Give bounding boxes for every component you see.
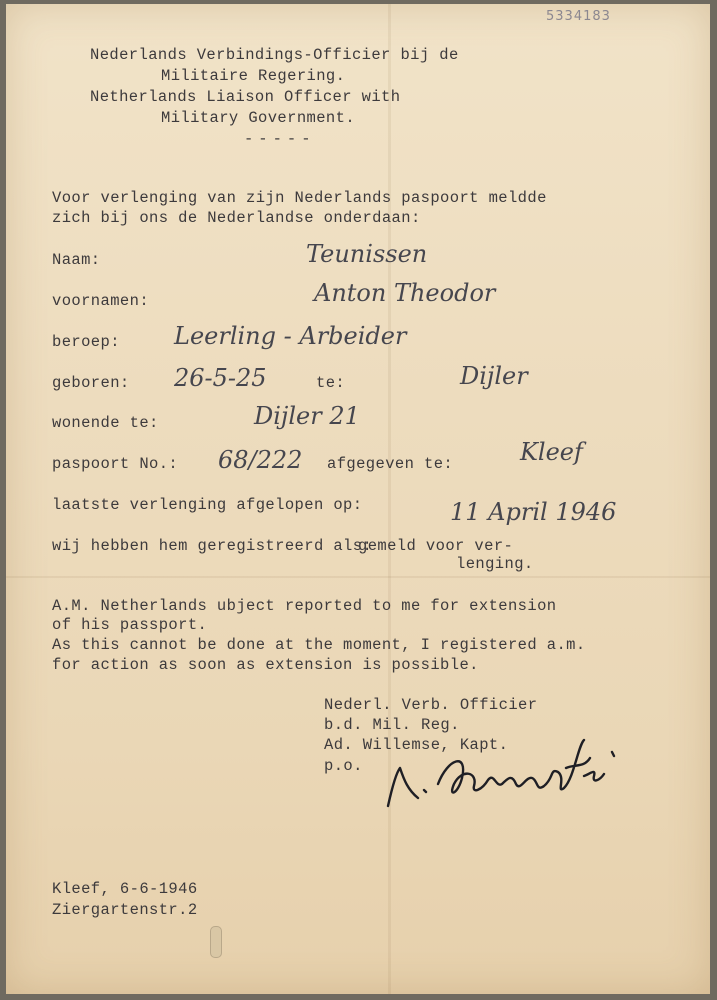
english-line-4: for action as soon as extension is possible.	[52, 656, 479, 674]
english-line-3: As this cannot be done at the moment, I registered a.m.	[52, 636, 586, 654]
registered-value-line-2: lenging.	[456, 555, 534, 573]
registered-value-line-1: gemeld voor ver-	[358, 537, 514, 555]
naam-label: Naam:	[52, 251, 101, 269]
verlenging-label: laatste verlenging afgelopen op:	[52, 496, 363, 514]
header-line-2: Militaire Regering.	[161, 67, 346, 85]
geboren-value: 26-5-25	[174, 364, 267, 392]
header-line-4: Military Government.	[161, 109, 356, 127]
footer-place-date: Kleef, 6-6-1946	[52, 880, 198, 898]
header-rule: -----	[244, 130, 316, 148]
paper-fold-horizontal	[6, 576, 710, 578]
registered-label: wij hebben hem geregistreerd als:	[52, 537, 373, 555]
paspoort-value: 68/222	[218, 446, 303, 474]
naam-value: Teunissen	[306, 240, 428, 268]
signature-line-3: Ad. Willemse, Kapt.	[324, 736, 509, 754]
intro-line-2: zich bij ons de Nederlandse onderdaan:	[52, 209, 421, 227]
afgegeven-value: Kleef	[520, 438, 583, 466]
footer-address: Ziergartenstr.2	[52, 901, 198, 919]
paspoort-label: paspoort No.:	[52, 455, 179, 473]
document-sheet	[6, 4, 710, 994]
paper-fold-vertical	[388, 4, 391, 994]
geboren-te-value: Dijler	[460, 362, 528, 390]
voornamen-value: Anton Theodor	[314, 279, 496, 307]
wonende-label: wonende te:	[52, 414, 159, 432]
english-line-2: of his passport.	[52, 616, 208, 634]
header-line-3: Netherlands Liaison Officer with	[90, 88, 401, 106]
intro-line-1: Voor verlenging van zijn Nederlands paspoort meldde	[52, 189, 547, 207]
signature-line-1: Nederl. Verb. Officier	[324, 696, 538, 714]
punch-hole	[210, 926, 222, 958]
archive-number: 5334183	[546, 9, 611, 24]
header-line-1: Nederlands Verbindings-Officier bij de	[90, 46, 459, 64]
afgegeven-label: afgegeven te:	[327, 455, 454, 473]
beroep-label: beroep:	[52, 333, 120, 351]
wonende-value: Dijler 21	[254, 402, 360, 430]
voornamen-label: voornamen:	[52, 292, 150, 310]
beroep-value: Leerling - Arbeider	[174, 322, 407, 350]
geboren-te-label: te:	[316, 374, 346, 392]
verlenging-value: 11 April 1946	[450, 498, 617, 526]
geboren-label: geboren:	[52, 374, 130, 392]
signature-line-2: b.d. Mil. Reg.	[324, 716, 460, 734]
handwritten-signature	[378, 728, 638, 818]
signature-line-4: p.o.	[324, 757, 363, 775]
english-line-1: A.M. Netherlands ubject reported to me for extension	[52, 597, 557, 615]
